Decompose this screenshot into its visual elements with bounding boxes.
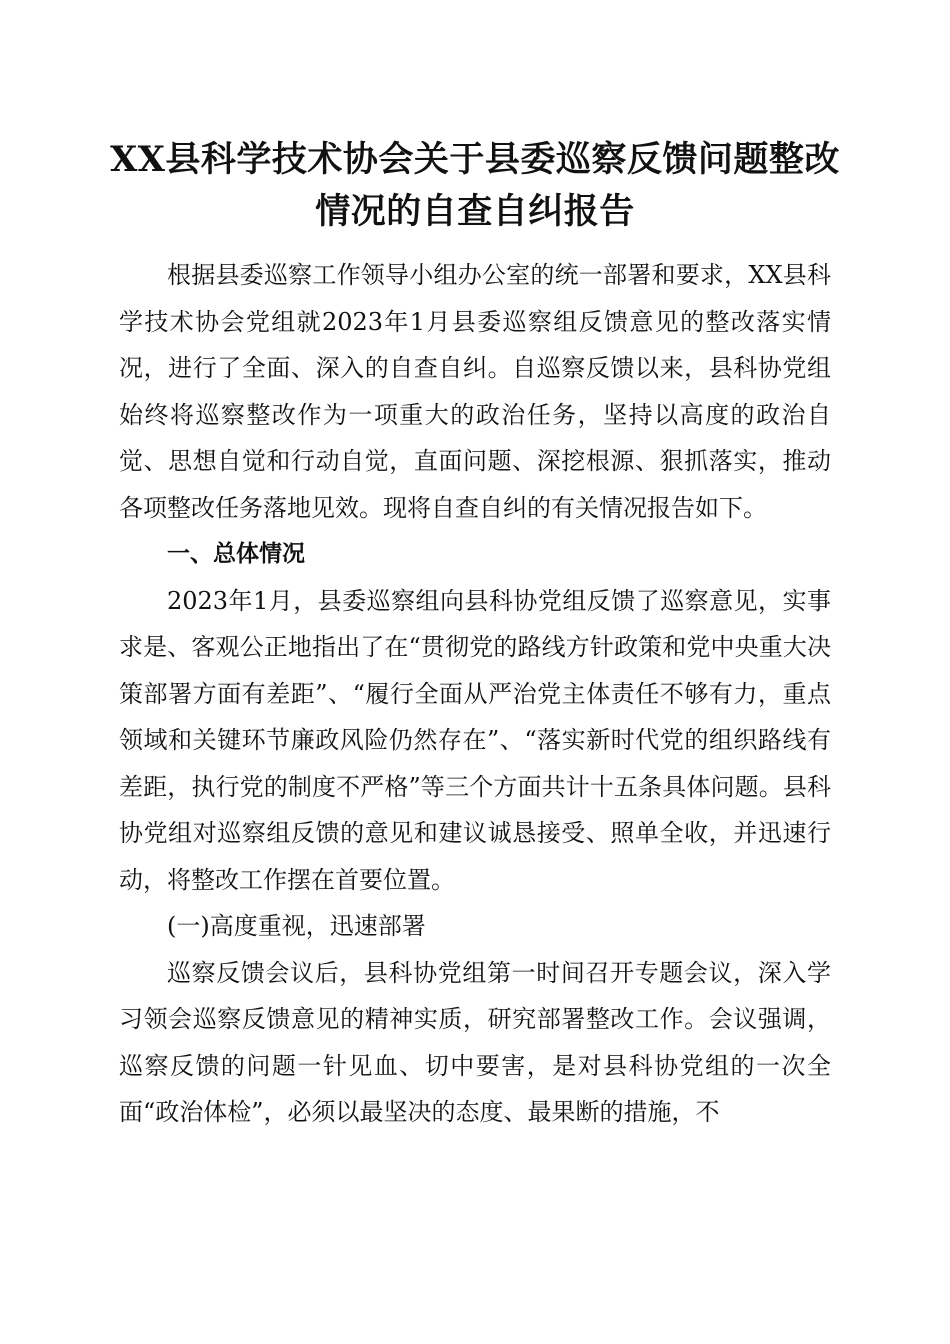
intro-paragraph: 根据县委巡察工作领导小组办公室的统一部署和要求，XX县科学技术协会党组就2023年1月县委巡察组反馈意见的整改落实情况，进行了全面、深入的自查自纠。自巡察反馈以来，县科协党组始终将巡察整改作为一项重大的政治任务，坚持以高度的政治自觉、思想自觉和行动自觉，直面问题、深挖根源、狠抓落实，推动各项整改任务落地见效。现将自查自纠的有关情况报告如下。 — [119, 261, 831, 522]
document-title: XX县科学技术协会关于县委巡察反馈问题整改情况的自查自纠报告 — [110, 139, 840, 232]
section-heading-overall: 一、总体情况 — [167, 541, 305, 567]
deploy-paragraph: 巡察反馈会议后，县科协党组第一时间召开专题会议，深入学习领会巡察反馈意见的精神实质，研究部署整改工作。会议强调，巡察反馈的问题一针见血、切中要害，是对县科协党组的一次全面“政治体检”，必须以最坚决的态度、最果断的措施，不 — [119, 958, 831, 1126]
document-body — [119, 252, 831, 1136]
subsection-heading-deploy: (一)高度重视，迅速部署 — [167, 912, 426, 940]
overall-paragraph: 2023年1月，县委巡察组向县科协党组反馈了巡察意见，实事求是、客观公正地指出了在“贯彻党的路线方针政策和党中央重大决策部署方面有差距”、“履行全面从严治党主体责任不够有力，重点领域和关键环节廉政风险仍然存在”、“落实新时代党的组织路线有差距，执行党的制度不严格”等三个方面共计十五条具体问题。县科协党组对巡察组反馈的意见和建议诚恳接受、照单全收，并迅速行动，将整改工作摆在首要位置。 — [119, 586, 831, 894]
